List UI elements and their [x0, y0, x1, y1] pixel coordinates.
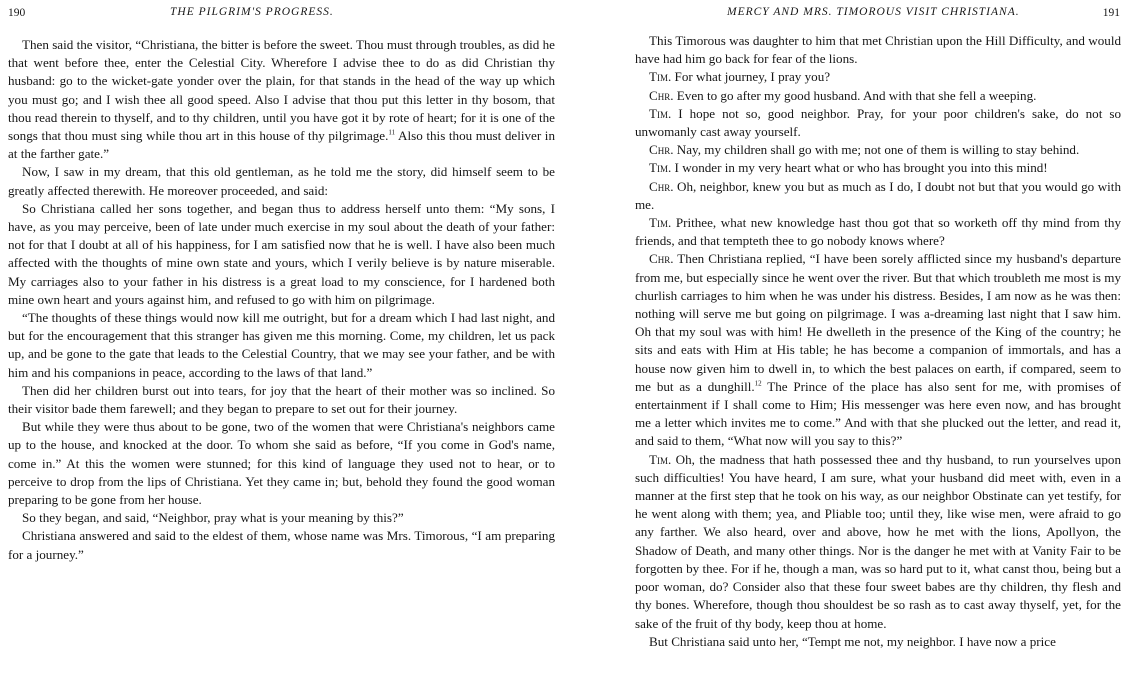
page-number: 190 — [8, 7, 26, 19]
paragraph: But while they were thus about to be gone, two of the women that were Christiana's neighbors came up to the house, and knocked at the door. To whom she said as before, “If you come in God's name, come in.” At this the women were stunned; for this kind of language they used not to hear, or to perceive to drop from the lips of Christiana. Yet they came in; but, behold they found the good woman preparing to be gone from her house. — [8, 419, 555, 508]
right-page-header — [565, 6, 1128, 26]
paragraph: Now, I saw in my dream, that this old gentleman, as he told me the story, did himself seem to be greatly affected therewith. He moreover proceeded, and said: — [8, 164, 555, 198]
running-title: THE PILGRIM'S PROGRESS. — [170, 6, 334, 18]
paragraph: This Timorous was daughter to him that met Christian upon the Hill Difficulty, and would have had him go back for fear of the lions. — [635, 33, 1121, 67]
speaker-label: Tim. — [649, 69, 672, 85]
paragraph: So Christiana called her sons together, and began thus to address herself unto them: “My sons, I have, as you may perceive, been of late under much exercise in my soul about the death of your father: not for that I doubt at all of his happiness, for I am satisfied now that he is well. I have also been much affected with the thoughts of mine own state and yours, which I verily believe is by nature miserable. My carriages also to your father in his distress is a great load to my conscience, for I hardened both mine own heart and yours against him, and refused to go with him on pilgrimage. — [8, 200, 555, 307]
speaker-label: Chr. — [649, 178, 674, 194]
paragraph: Then did her children burst out into tears, for joy that the heart of their mother was so inclined. So their visitor bade them farewell; and they began to prepare to set out for their journey. — [8, 382, 555, 417]
running-title: MERCY AND MRS. TIMOROUS VISIT CHRISTIANA. — [727, 6, 1020, 18]
speaker-label: Chr. — [649, 251, 674, 267]
speaker-label: Tim. — [649, 215, 672, 231]
dialogue-line: Chr. Nay, my children shall go with me; not one of them is willing to stay behind. — [649, 142, 1080, 158]
footnote-marker: 12 — [754, 379, 762, 388]
paragraph: So they began, and said, “Neighbor, pray what is your meaning by this?” — [22, 510, 404, 526]
dialogue-line: Chr. Even to go after my good husband. And with that she fell a weeping. — [649, 87, 1037, 103]
dialogue-line: Tim. I hope not so, good neighbor. Pray, for your poor children's sake, do not so unwomanly cast away yourself. — [635, 105, 1121, 140]
right-page-body — [635, 32, 1121, 651]
footnote-marker: 11 — [388, 128, 396, 137]
dialogue-line: Tim. Prithee, what new knowledge hast thou got that so worketh off thy mind from thy friends, and that tempteth thee to go nobody knows where? — [635, 215, 1121, 249]
speaker-label: Chr. — [649, 87, 674, 103]
paragraph: Then said the visitor, “Christiana, the bitter is before the sweet. Thou must through troubles, as did he that went before thee, enter the Celestial City. Wherefore I advise thee to do as did Christian thy husband: go to the wicket-gate yonder over the plain, for that stands in the head of the way up which you must go; and I wish thee all good speed. Also I advise that thou put this letter in thy bosom, that thou read therein to thyself, and to thy children, until you have got it by rote of heart; for it is one of the songs that thou must sing while thou art in this house of thy pilgrimage.$^{11}$ Also this thou must deliver in at the farther gate.” — [8, 37, 555, 162]
dialogue-line: Chr. Then Christiana replied, “I have been sorely afflicted since my husband's departure from me, but especially since he went over the river. But that which troubleth me most is my churlish carriages to him when he was under his distress. Besides, I am now as he was then: nothing will serve me but going on pilgrimage. I was a-dreaming last night that I saw him. Oh that my soul was with him! He dwelleth in the presence of the King of the country; he sits and eats with Him at His table; he has become a companion of immortals, and has a house now given him to dwell in, to which the best palaces on earth, if compared, seem to me but as a dunghill.$^{12}$ The Prince of the place has also sent for me, with promises of entertainment if I shall come to Him; His messenger was here even now, and has brought me a letter which invites me to come.” And with that she plucked out the letter, and read it, and said to them, “What now will you say to this?” — [635, 251, 1121, 449]
dialogue-line: Chr. Oh, neighbor, knew you but as much as I do, I doubt not but that you would go with me. — [635, 178, 1121, 212]
dialogue-line: Tim. Oh, the madness that hath possessed thee and thy husband, to run yourselves upon such difficulties! You have heard, I am sure, what your husband did meet with, even in a manner at the first step that he took on his way, as our neighbor Obstinate can yet testify, for he went along with them; yea, and Pliable too; until they, like wise men, were afraid to go any farther. We also heard, over and above, how he met with the lions, Apollyon, the Shadow of Death, and many other things. Nor is the danger he met with at Vanity Fair to be forgotten by thee. For if he, though a man, was so hard put to it, what canst thou, being but a poor woman, do? Consider also that these four sweet babes are thy children, thy flesh and thy bones. Wherefore, though thou shouldest be so rash as to cast away thyself, yet, for the sake of the fruit of thy body, keep thou at home. — [635, 451, 1121, 631]
speaker-label: Tim. — [649, 160, 672, 176]
dialogue-line: Tim. I wonder in my very heart what or who has brought you into this mind! — [649, 160, 1048, 176]
page-number: 191 — [1102, 7, 1120, 19]
paragraph: But Christiana said unto her, “Tempt me not, my neighbor. I have now a price — [649, 633, 1056, 649]
left-page-body — [8, 36, 555, 564]
right-page — [565, 0, 1128, 683]
paragraph: Christiana answered and said to the eldest of them, whose name was Mrs. Timorous, “I am preparing for a journey.” — [8, 528, 555, 562]
left-page-header — [0, 6, 565, 26]
dialogue-line: Tim. For what journey, I pray you? — [649, 69, 831, 85]
paragraph: “The thoughts of these things would now kill me outright, but for a dream which I had last night, and but for the encouragement that this stranger has given me this morning. Come, my children, let us pack up, and be gone to the gate that leads to the Celestial Country, that we may see your father, and be with him and his companions in peace, according to the laws of that land.” — [8, 310, 555, 380]
speaker-label: Tim. — [649, 105, 672, 121]
speaker-label: Tim. — [649, 451, 672, 467]
speaker-label: Chr. — [649, 142, 674, 158]
